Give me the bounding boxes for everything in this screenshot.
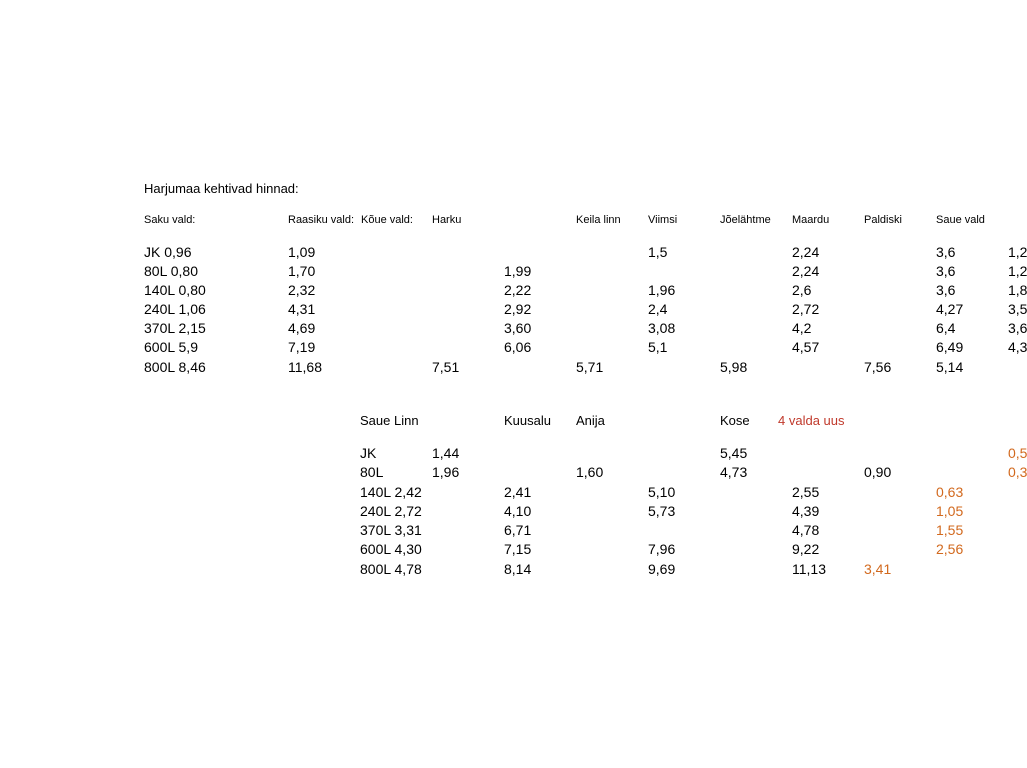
cell-value: 1,2 <box>1008 244 1027 260</box>
cell-value: 7,51 <box>432 359 460 375</box>
cell-value: 7,15 <box>504 541 532 557</box>
row-label: 80L <box>360 464 384 480</box>
cell-value: 5,14 <box>936 359 964 375</box>
cell-value: 3,6 <box>936 244 956 260</box>
row-label: 240L 2,72 <box>360 503 422 519</box>
cell-value: 2,92 <box>504 301 532 317</box>
cell-value: 1,96 <box>432 464 460 480</box>
note-label: 4 valda uus <box>778 413 845 428</box>
cell-value: 2,4 <box>648 301 668 317</box>
cell-value: 1,60 <box>576 464 604 480</box>
cell-value: 1,2 <box>1008 263 1027 279</box>
column-header: Viimsi <box>648 214 678 226</box>
row-label: 370L 3,31 <box>360 522 422 538</box>
cell-value: 2,24 <box>792 263 820 279</box>
cell-value: 6,49 <box>936 339 964 355</box>
cell-value: 6,71 <box>504 522 532 538</box>
column-header: Raasiku vald: <box>288 214 355 226</box>
cell-value: 4,69 <box>288 320 316 336</box>
column-header: Maardu <box>792 214 830 226</box>
cell-value: 9,22 <box>792 541 820 557</box>
row-label: 140L 0,80 <box>144 282 206 298</box>
cell-value: 2,6 <box>792 282 812 298</box>
column-header: Kose <box>720 413 750 428</box>
cell-value: 1,09 <box>288 244 316 260</box>
cell-value: 4,39 <box>792 503 820 519</box>
cell-value: 2,41 <box>504 484 532 500</box>
cell-value: 4,2 <box>792 320 812 336</box>
cell-value: 5,1 <box>648 339 668 355</box>
cell-value: 2,56 <box>936 541 964 557</box>
cell-value: 1,55 <box>936 522 964 538</box>
cell-value: 4,27 <box>936 301 964 317</box>
cell-value: 4,78 <box>792 522 820 538</box>
column-header: Harku <box>432 214 462 226</box>
cell-value: 1,99 <box>504 263 532 279</box>
cell-value: 5,73 <box>648 503 676 519</box>
cell-value: 2,22 <box>504 282 532 298</box>
cell-value: 1,05 <box>936 503 964 519</box>
column-header: Saue vald <box>936 214 985 226</box>
cell-value: 4,10 <box>504 503 532 519</box>
cell-value: 0,63 <box>936 484 964 500</box>
row-label: 370L 2,15 <box>144 320 206 336</box>
cell-value: 5,10 <box>648 484 676 500</box>
cell-value: 11,68 <box>288 359 322 375</box>
cell-value: 6,4 <box>936 320 956 336</box>
cell-value: 6,06 <box>504 339 532 355</box>
cell-value: 7,19 <box>288 339 316 355</box>
cell-value: 3,6 <box>936 263 956 279</box>
cell-value: 3,5 <box>1008 301 1027 317</box>
cell-value: 4,31 <box>288 301 316 317</box>
cell-value: 9,69 <box>648 561 676 577</box>
cell-value: 5,98 <box>720 359 748 375</box>
column-header: Kuusalu <box>504 413 551 428</box>
row-label: 800L 8,46 <box>144 359 206 375</box>
cell-value: 1,70 <box>288 263 316 279</box>
row-label: 80L 0,80 <box>144 263 198 279</box>
row-label: 800L 4,78 <box>360 561 422 577</box>
cell-value: 2,55 <box>792 484 820 500</box>
cell-value: 3,41 <box>864 561 892 577</box>
column-header: Saku vald: <box>144 214 196 226</box>
cell-value: 11,13 <box>792 561 826 577</box>
column-header: Keila linn <box>576 214 621 226</box>
column-header: Anija <box>576 413 605 428</box>
cell-value: 2,72 <box>792 301 820 317</box>
page-title: Harjumaa kehtivad hinnad: <box>144 181 299 196</box>
cell-value: 0,3 <box>1008 464 1027 480</box>
row-label: 140L 2,42 <box>360 484 422 500</box>
cell-value: 0,90 <box>864 464 892 480</box>
cell-value: 3,60 <box>504 320 532 336</box>
row-label: JK 0,96 <box>144 244 192 260</box>
cell-value: 1,8 <box>1008 282 1027 298</box>
row-label: 600L 4,30 <box>360 541 422 557</box>
column-header: Kõue vald: <box>361 214 413 226</box>
cell-value: 0,5 <box>1008 445 1027 461</box>
cell-value: 5,71 <box>576 359 604 375</box>
column-header: Paldiski <box>864 214 902 226</box>
cell-value: 3,6 <box>1008 320 1027 336</box>
row-label: 600L 5,9 <box>144 339 198 355</box>
column-header: Jõelähtme <box>720 214 771 226</box>
row-label: 240L 1,06 <box>144 301 206 317</box>
cell-value: 4,57 <box>792 339 820 355</box>
cell-value: 4,3 <box>1008 339 1027 355</box>
row-label: JK <box>360 445 377 461</box>
cell-value: 2,24 <box>792 244 820 260</box>
cell-value: 2,32 <box>288 282 316 298</box>
cell-value: 8,14 <box>504 561 532 577</box>
cell-value: 1,96 <box>648 282 676 298</box>
cell-value: 3,08 <box>648 320 676 336</box>
cell-value: 1,5 <box>648 244 668 260</box>
cell-value: 7,96 <box>648 541 676 557</box>
cell-value: 7,56 <box>864 359 892 375</box>
cell-value: 4,73 <box>720 464 748 480</box>
column-header: Saue Linn <box>360 413 419 428</box>
cell-value: 3,6 <box>936 282 956 298</box>
cell-value: 5,45 <box>720 445 748 461</box>
cell-value: 1,44 <box>432 445 460 461</box>
